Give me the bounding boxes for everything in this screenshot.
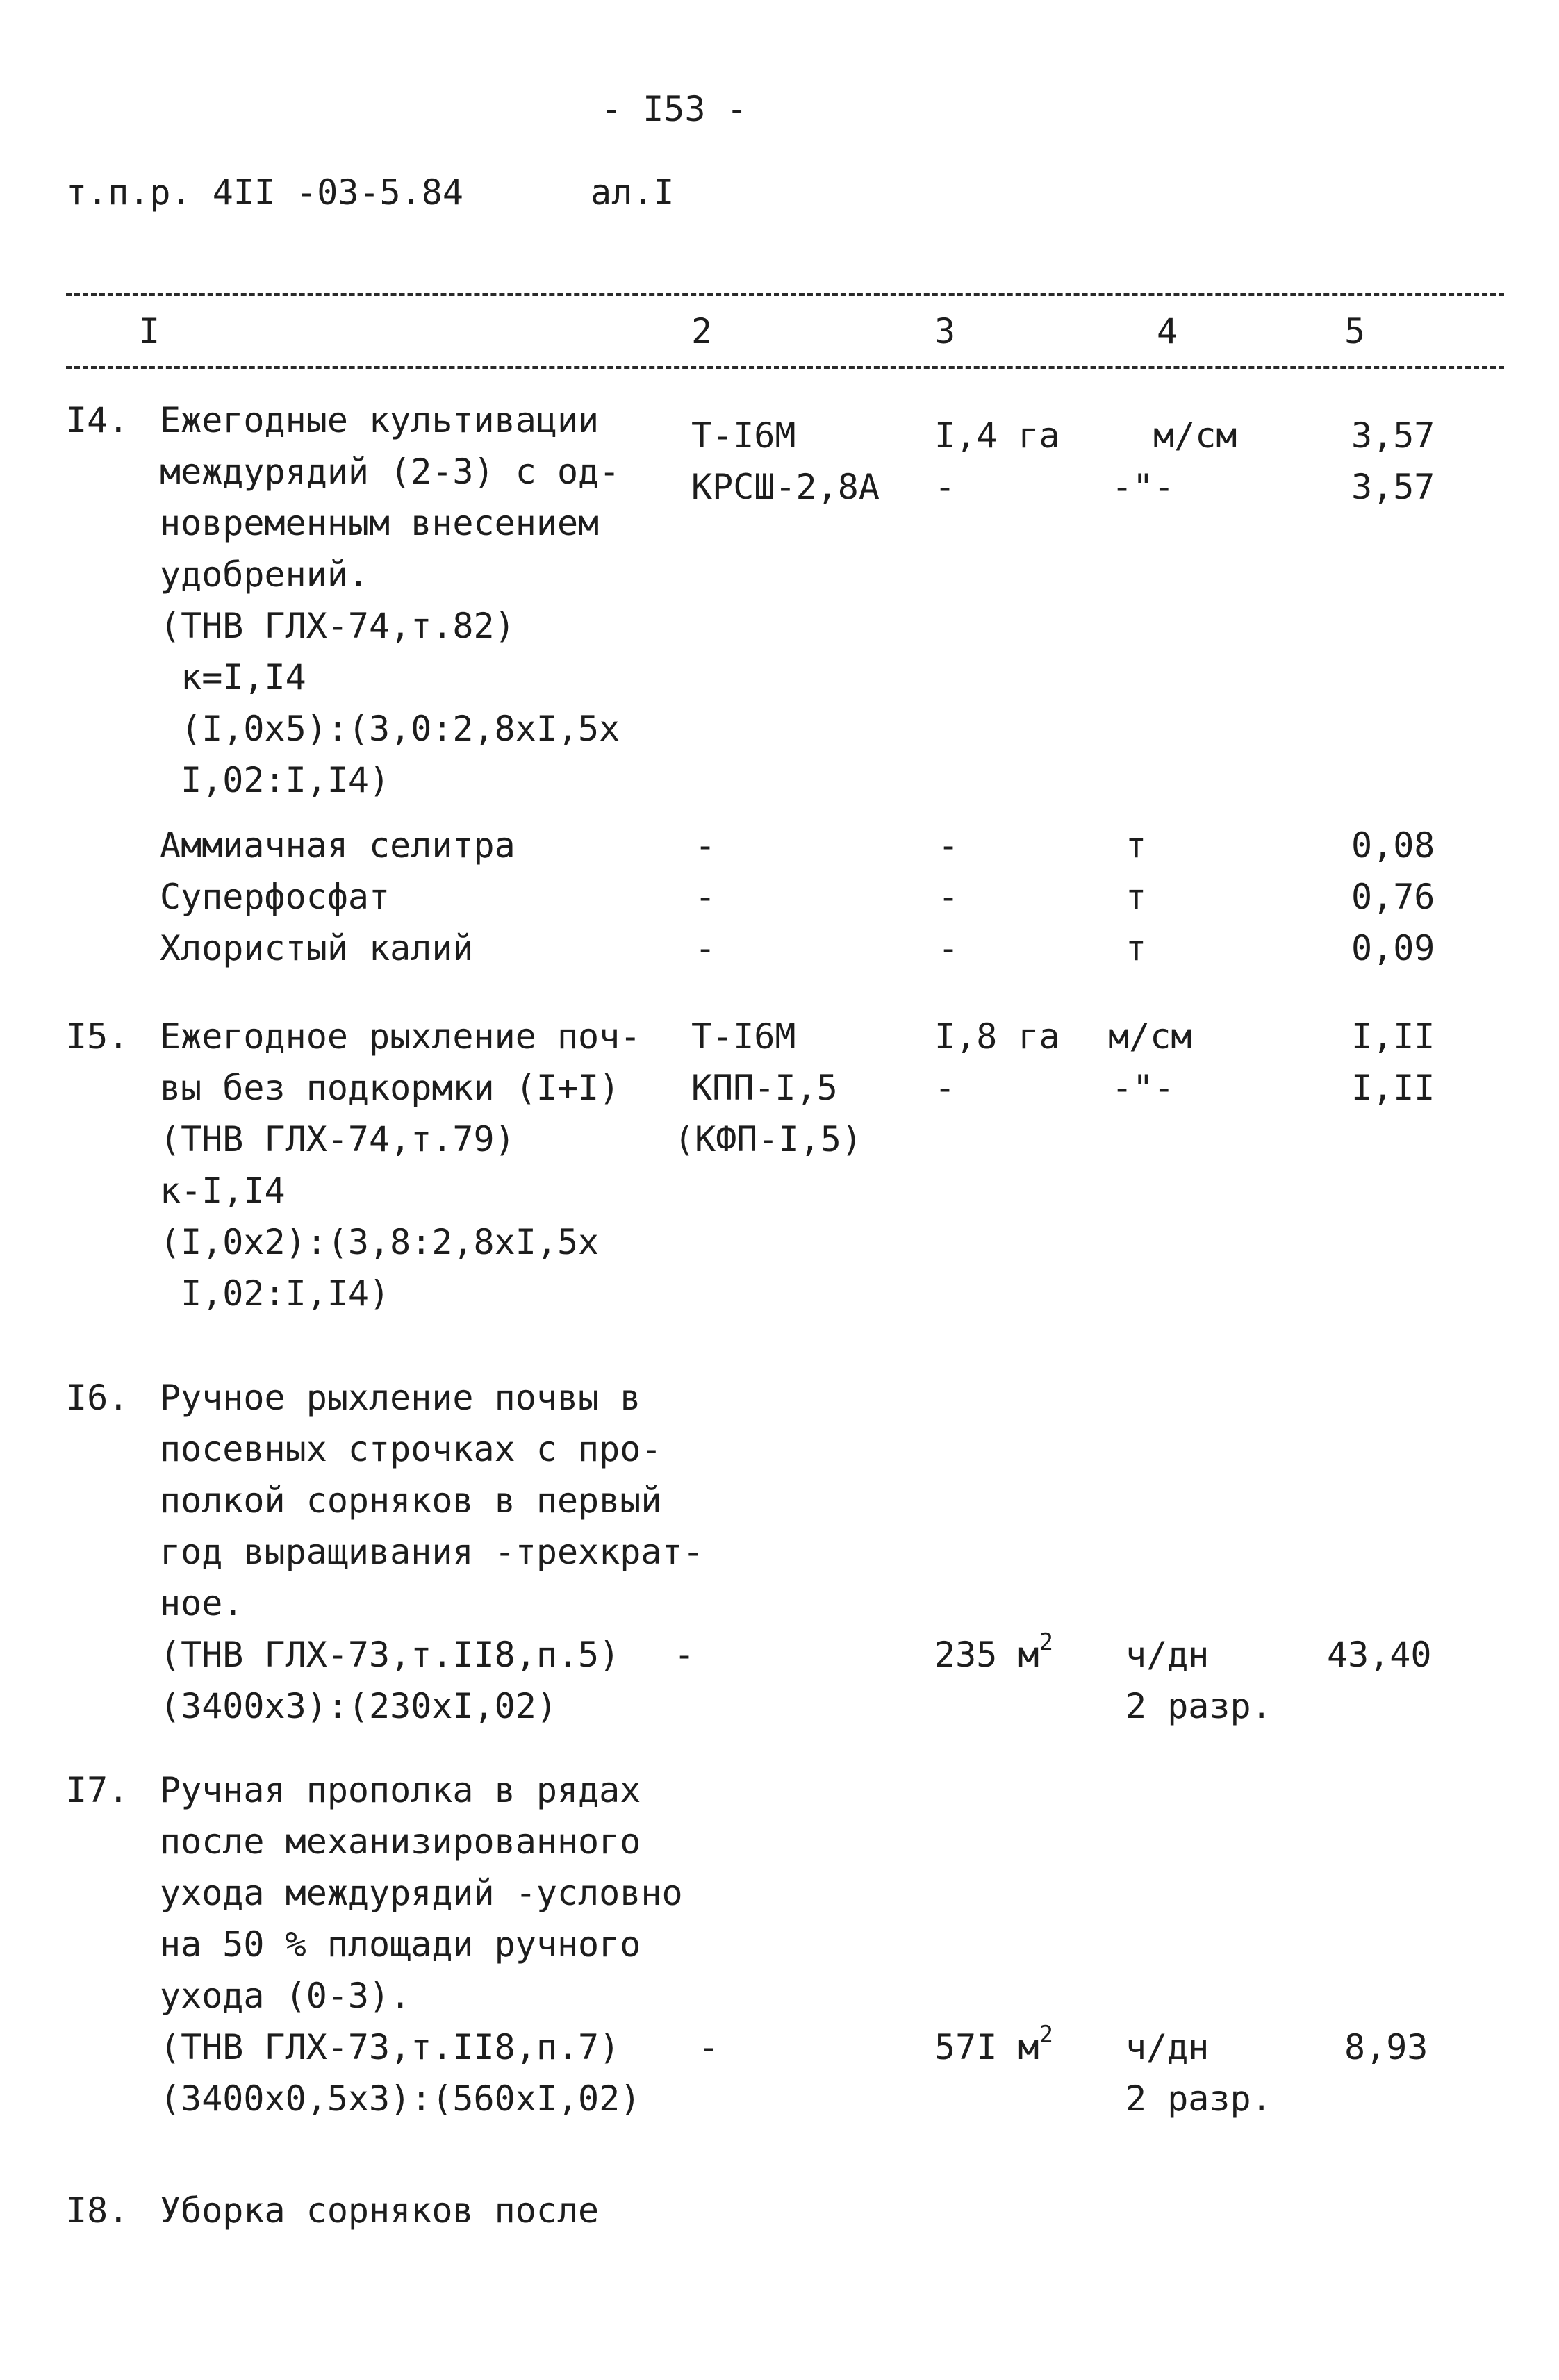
column-2-header: 2 xyxy=(691,311,713,352)
sheet-label: ал.I xyxy=(591,172,675,213)
item-15-unit: -"- xyxy=(1112,1068,1175,1108)
item-14-area: - xyxy=(934,467,956,507)
item-15-area: - xyxy=(934,1068,956,1108)
item-16-col2: - xyxy=(674,1635,695,1675)
item-17-line: (ТНВ ГЛХ-73,т.II8,п.7) xyxy=(160,2027,620,2067)
item-18-number: I8. xyxy=(66,2190,129,2231)
fertilizer-name: Аммиачная селитра xyxy=(160,825,515,866)
item-16-area-exponent: 2 xyxy=(1039,1628,1053,1657)
item-14-line: к=I,I4 xyxy=(160,657,306,697)
fertilizer-name: Хлористый калий xyxy=(160,928,474,968)
item-17-line: на 50 % площади ручного xyxy=(160,1924,641,1965)
item-16-line: (ТНВ ГЛХ-73,т.II8,п.5) xyxy=(160,1635,620,1675)
item-14-unit: м/см xyxy=(1153,415,1237,456)
item-14-line: (ТНВ ГЛХ-74,т.82) xyxy=(160,606,515,646)
item-17-line: ухода междурядий -условно xyxy=(160,1873,683,1913)
item-15-machine: КПП-I,5 xyxy=(691,1068,838,1108)
column-1-header: I xyxy=(139,311,160,352)
item-15-unit: м/см xyxy=(1108,1016,1192,1057)
item-17-line: ухода (0-3). xyxy=(160,1976,411,2016)
item-17-area-value: 57I м xyxy=(934,2027,1039,2067)
item-14-unit: -"- xyxy=(1112,467,1175,507)
item-14-line: междурядий (2-3) с од- xyxy=(160,452,620,492)
item-16-grade: 2 разр. xyxy=(1125,1686,1272,1726)
item-14-machine: Т-I6М xyxy=(691,415,796,456)
item-14-line: (I,0х5):(3,0:2,8хI,5х xyxy=(160,709,620,749)
fertilizer-unit: т xyxy=(1125,928,1147,968)
header-bottom-rule xyxy=(66,366,1504,369)
item-15-line: I,02:I,I4) xyxy=(160,1273,390,1314)
item-14-area: I,4 га xyxy=(934,415,1060,456)
item-14-value: 3,57 xyxy=(1351,415,1435,456)
fertilizer-unit: т xyxy=(1125,877,1147,917)
item-17-line: после механизированного xyxy=(160,1821,641,1862)
fertilizer-value: 0,76 xyxy=(1351,877,1435,917)
item-17-line: (3400х0,5х3):(560хI,02) xyxy=(160,2079,641,2119)
fertilizer-col3: - xyxy=(938,928,959,968)
item-17-area xyxy=(934,2022,1053,2073)
item-15-line: (I,0х2):(3,8:2,8хI,5х xyxy=(160,1222,600,1262)
item-16-unit: ч/дн xyxy=(1125,1635,1210,1675)
fertilizer-name: Суперфосфат xyxy=(160,877,390,917)
header-top-rule xyxy=(66,293,1504,296)
item-15-machine: Т-I6М xyxy=(691,1016,796,1057)
item-16-number: I6. xyxy=(66,1378,129,1418)
fertilizer-value: 0,08 xyxy=(1351,825,1435,866)
fertilizer-value: 0,09 xyxy=(1351,928,1435,968)
item-16-line: посевных строчках с про- xyxy=(160,1429,662,1469)
item-14-line: удобрений. xyxy=(160,554,370,595)
item-14-line: I,02:I,I4) xyxy=(160,760,390,800)
item-17-value: 8,93 xyxy=(1344,2027,1428,2067)
item-16-line: год выращивания -трехкрат- xyxy=(160,1532,704,1572)
item-14-value: 3,57 xyxy=(1351,467,1435,507)
item-17-area-exponent: 2 xyxy=(1039,2021,1053,2049)
item-16-area-value: 235 м xyxy=(934,1635,1039,1675)
page-number: - I53 - xyxy=(601,89,748,129)
item-17-line: Ручная прополка в рядах xyxy=(160,1770,641,1810)
item-17-col2: - xyxy=(698,2027,720,2067)
item-14-number: I4. xyxy=(66,400,129,440)
item-16-line: (3400х3):(230хI,02) xyxy=(160,1686,557,1726)
item-16-value: 43,40 xyxy=(1327,1635,1432,1675)
item-15-machine-alt: (КФП-I,5) xyxy=(674,1119,862,1159)
item-15-line: Ежегодное рыхление поч- xyxy=(160,1016,641,1057)
document-reference: т.п.р. 4II -03-5.84 xyxy=(66,172,463,213)
item-15-line: (ТНВ ГЛХ-74,т.79) xyxy=(160,1119,515,1159)
item-16-line: полкой сорняков в первый xyxy=(160,1480,662,1521)
item-18-line: Уборка сорняков после xyxy=(160,2190,600,2231)
item-15-value: I,II xyxy=(1351,1016,1435,1057)
column-5-header: 5 xyxy=(1344,311,1366,352)
item-17-unit: ч/дн xyxy=(1125,2027,1210,2067)
item-15-value: I,II xyxy=(1351,1068,1435,1108)
item-15-line: к-I,I4 xyxy=(160,1171,286,1211)
item-16-line: ное. xyxy=(160,1583,244,1623)
item-14-machine: КРСШ-2,8А xyxy=(691,467,880,507)
item-15-number: I5. xyxy=(66,1016,129,1057)
item-14-line: Ежегодные культивации xyxy=(160,400,600,440)
fertilizer-unit: т xyxy=(1125,825,1147,866)
fertilizer-col2: - xyxy=(695,928,716,968)
item-14-line: новременным внесением xyxy=(160,503,600,543)
fertilizer-col3: - xyxy=(938,825,959,866)
fertilizer-col3: - xyxy=(938,877,959,917)
item-17-number: I7. xyxy=(66,1770,129,1810)
item-17-grade: 2 разр. xyxy=(1125,2079,1272,2119)
fertilizer-col2: - xyxy=(695,877,716,917)
item-15-line: вы без подкормки (I+I) xyxy=(160,1068,620,1108)
item-16-line: Ручное рыхление почвы в xyxy=(160,1378,641,1418)
item-16-area xyxy=(934,1629,1053,1680)
column-3-header: 3 xyxy=(934,311,956,352)
item-15-area: I,8 га xyxy=(934,1016,1060,1057)
fertilizer-col2: - xyxy=(695,825,716,866)
column-4-header: 4 xyxy=(1157,311,1178,352)
